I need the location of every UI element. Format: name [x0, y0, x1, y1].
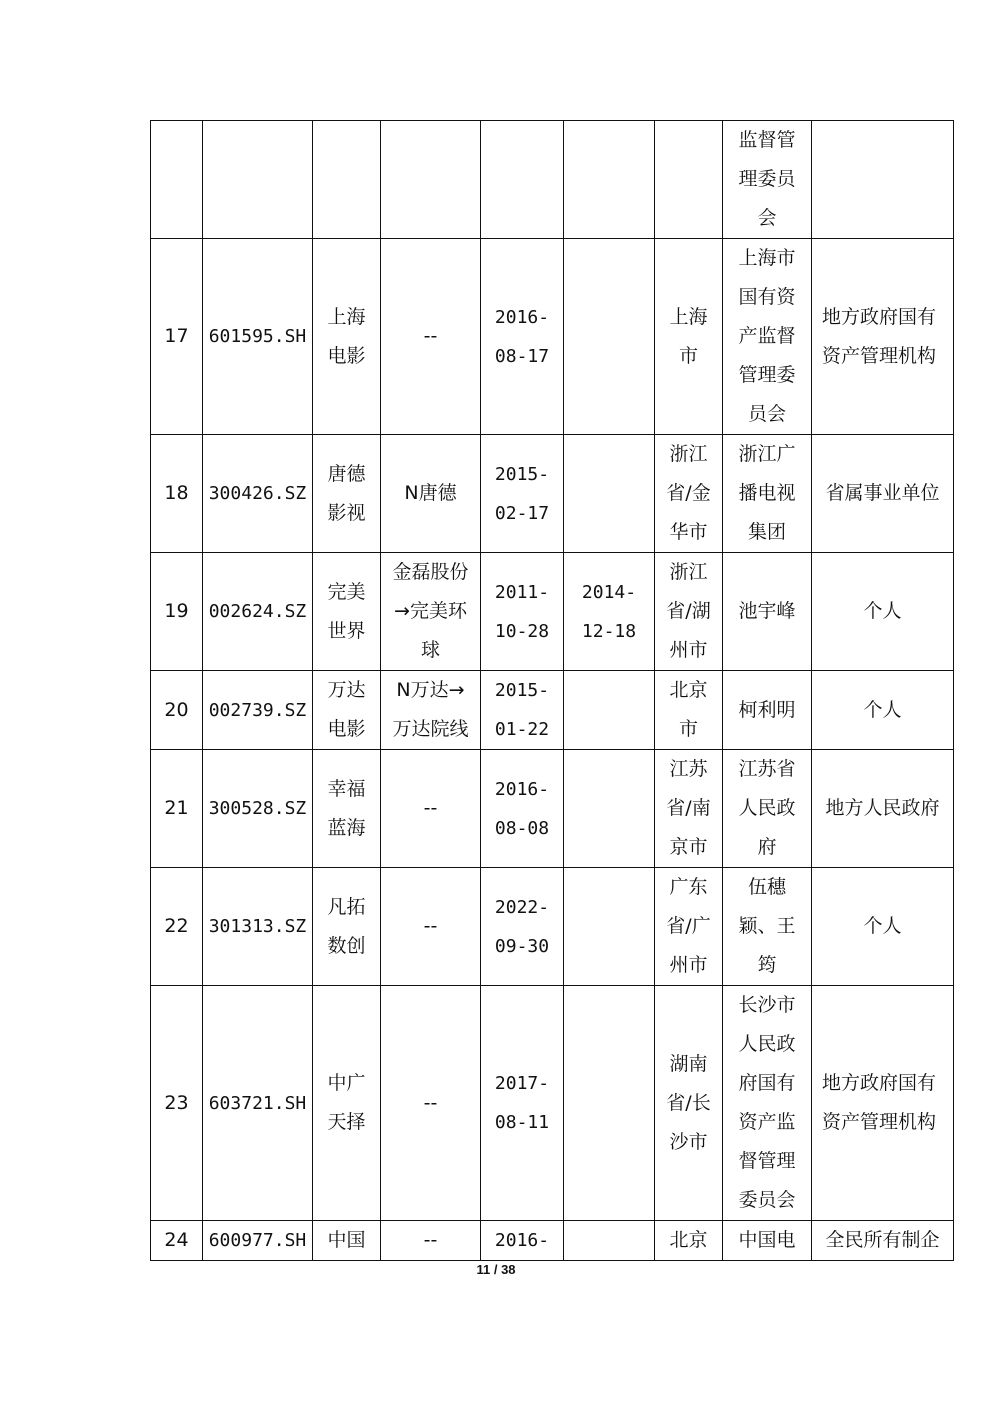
former-name-text: 球 [420, 639, 440, 661]
controller-nature-text: 地方政府国有 [822, 1072, 937, 1094]
stock-code-text: 301313.SZ [208, 916, 307, 937]
row-number-text: 22 [164, 915, 189, 937]
change-date-cell [564, 750, 655, 868]
actual-controller-text: 颖、王 [738, 915, 796, 937]
actual-controller-text: 播电视 [738, 482, 796, 504]
region-text: 沙市 [669, 1130, 708, 1153]
region-cell [655, 121, 723, 239]
company-name-cell [313, 121, 381, 239]
former-name-text: N唐德 [404, 482, 457, 504]
listing-date-cell [481, 1221, 564, 1261]
actual-controller-text: 国有资 [738, 286, 796, 308]
region-text: 上海 [669, 305, 708, 328]
former-name-cell [381, 986, 481, 1221]
region-text: 北京 [669, 1229, 708, 1251]
region-text: 州市 [669, 954, 708, 976]
former-name-cell [381, 121, 481, 239]
region-text: 华市 [669, 521, 708, 543]
listing-date-text: 08-11 [494, 1112, 550, 1133]
former-name-text: -- [423, 797, 438, 819]
listing-date-text: 2022- [494, 896, 550, 918]
actual-controller-text: 人民政 [738, 1033, 796, 1055]
region-text: 浙江 [669, 561, 708, 583]
row-number-text: 20 [164, 698, 189, 721]
region-text: 省/长 [666, 1091, 711, 1114]
company-name-cell [313, 435, 381, 553]
data-table [150, 120, 954, 1261]
actual-controller-text: 池宇峰 [738, 600, 796, 622]
controller-nature-cell [812, 868, 954, 986]
actual-controller-text: 中国电 [738, 1229, 796, 1251]
actual-controller-text: 伍穗 [747, 876, 786, 898]
listing-date-text: 2016- [494, 306, 550, 328]
table-row [151, 121, 954, 239]
actual-controller-text: 集团 [747, 521, 786, 543]
actual-controller-text: 督管理 [738, 1150, 796, 1172]
actual-controller-text: 委员会 [738, 1189, 796, 1211]
company-name-text: 中国 [327, 1229, 366, 1251]
company-name-text: 唐德 [327, 462, 366, 485]
table-row [151, 1221, 954, 1261]
company-name-cell [313, 868, 381, 986]
company-name-text: 世界 [327, 619, 366, 642]
listing-date-text: 10-28 [494, 620, 550, 642]
actual-controller-text: 产监督 [738, 325, 796, 347]
company-name-text: 万达 [327, 679, 366, 701]
company-name-text: 数创 [327, 934, 366, 957]
actual-controller-text: 府 [757, 836, 777, 858]
region-text: 湖南 [669, 1052, 708, 1075]
company-name-cell [313, 986, 381, 1221]
controller-nature-text: 省属事业单位 [825, 482, 940, 504]
former-name-text: 金磊股份 [392, 561, 469, 583]
actual-controller-text: 理委员 [738, 168, 796, 190]
company-name-text: 中广 [327, 1072, 366, 1094]
stock-code-cell [203, 750, 313, 868]
controller-nature-cell [812, 986, 954, 1221]
stock-code-cell [203, 868, 313, 986]
former-name-cell [381, 553, 481, 671]
company-name-text: 蓝海 [327, 816, 366, 839]
controller-nature-text: 资产管理机构 [822, 344, 937, 367]
stock-code-text: 603721.SH [208, 1092, 307, 1114]
actual-controller-text: 上海市 [738, 247, 796, 269]
table-row [151, 239, 954, 435]
table-row [151, 553, 954, 671]
actual-controller-text: 柯利明 [738, 698, 796, 721]
listing-date-cell [481, 239, 564, 435]
actual-controller-text: 府国有 [738, 1072, 796, 1094]
region-cell [655, 553, 723, 671]
stock-code-text: 600977.SH [208, 1230, 307, 1251]
former-name-text: -- [423, 1229, 438, 1251]
table-row [151, 986, 954, 1221]
listing-date-text: 2015- [494, 463, 550, 485]
controller-nature-cell [812, 121, 954, 239]
region-text: 浙江 [669, 443, 708, 465]
row-number-text: 17 [164, 325, 189, 347]
row-number-text: 24 [164, 1229, 189, 1251]
row-number-text: 19 [164, 600, 189, 622]
company-name-cell [313, 750, 381, 868]
company-name-text: 天择 [327, 1111, 366, 1133]
actual-controller-cell [723, 986, 812, 1221]
actual-controller-text: 员会 [747, 403, 786, 425]
region-text: 省/金 [666, 482, 711, 504]
table-row [151, 750, 954, 868]
former-name-cell [381, 868, 481, 986]
former-name-cell [381, 1221, 481, 1261]
table-body [151, 121, 954, 1261]
row-number-cell [151, 553, 203, 671]
change-date-cell [564, 986, 655, 1221]
actual-controller-cell [723, 868, 812, 986]
actual-controller-cell [723, 671, 812, 750]
controller-nature-text: 全民所有制企 [825, 1229, 940, 1251]
listing-date-cell [481, 671, 564, 750]
change-date-cell [564, 435, 655, 553]
page-number [0, 1262, 992, 1277]
stock-code-text: 002624.SZ [208, 601, 307, 622]
listing-date-cell [481, 553, 564, 671]
stock-code-cell [203, 671, 313, 750]
region-text: 省/南 [666, 797, 711, 819]
company-name-cell [313, 553, 381, 671]
region-text: 江苏 [669, 758, 708, 780]
row-number-cell [151, 239, 203, 435]
region-cell [655, 868, 723, 986]
region-cell [655, 435, 723, 553]
region-text: 京市 [669, 836, 708, 858]
page-separator: / [493, 1262, 498, 1277]
row-number-cell [151, 1221, 203, 1261]
region-cell [655, 1221, 723, 1261]
company-name-text: 影视 [327, 501, 366, 524]
company-name-cell [313, 1221, 381, 1261]
row-number-text: 23 [164, 1091, 189, 1114]
table-row [151, 671, 954, 750]
listing-date-cell [481, 868, 564, 986]
company-name-text: 完美 [327, 580, 366, 603]
actual-controller-text: 管理委 [738, 364, 796, 386]
change-date-cell [564, 868, 655, 986]
region-text: 广东 [669, 876, 708, 898]
table-row [151, 435, 954, 553]
row-number-cell [151, 435, 203, 553]
actual-controller-cell [723, 435, 812, 553]
former-name-cell [381, 435, 481, 553]
region-text: 州市 [669, 639, 708, 661]
company-name-text: 电影 [327, 718, 366, 740]
listing-date-cell [481, 986, 564, 1221]
former-name-text: N万达→ [396, 679, 465, 701]
row-number-cell [151, 121, 203, 239]
change-date-cell [564, 239, 655, 435]
actual-controller-text: 会 [757, 207, 777, 229]
former-name-cell [381, 750, 481, 868]
page-total: 38 [501, 1262, 516, 1277]
listing-date-text: 09-30 [494, 935, 550, 957]
region-text: 省/湖 [666, 600, 711, 622]
listing-date-cell [481, 750, 564, 868]
controller-nature-cell [812, 1221, 954, 1261]
actual-controller-cell [723, 1221, 812, 1261]
actual-controller-cell [723, 121, 812, 239]
listing-date-text: 08-08 [494, 817, 550, 839]
change-date-text: 12-18 [581, 620, 637, 642]
page-current: 11 [476, 1262, 491, 1277]
listing-date-text: 2016- [494, 778, 550, 800]
stock-code-text: 601595.SH [208, 326, 307, 347]
stock-code-cell [203, 986, 313, 1221]
change-date-cell [564, 671, 655, 750]
region-text: 省/广 [666, 915, 711, 937]
region-text: 北京 [669, 679, 708, 701]
region-cell [655, 239, 723, 435]
stock-code-cell [203, 1221, 313, 1261]
company-name-text: 凡拓 [327, 895, 366, 918]
company-name-cell [313, 239, 381, 435]
actual-controller-text: 浙江广 [738, 443, 796, 465]
region-cell [655, 671, 723, 750]
former-name-cell [381, 671, 481, 750]
region-text: 市 [678, 344, 698, 367]
actual-controller-text: 监督管 [738, 129, 796, 151]
controller-nature-text: 个人 [863, 600, 902, 622]
controller-nature-cell [812, 435, 954, 553]
controller-nature-cell [812, 239, 954, 435]
row-number-text: 18 [164, 482, 189, 504]
region-cell [655, 986, 723, 1221]
controller-nature-cell [812, 671, 954, 750]
row-number-text: 21 [164, 797, 189, 819]
change-date-cell [564, 121, 655, 239]
company-name-text: 幸福 [327, 777, 366, 800]
former-name-text: 万达院线 [392, 718, 469, 740]
listing-date-text: 02-17 [494, 502, 550, 524]
actual-controller-text: 江苏省 [738, 758, 796, 780]
actual-controller-cell [723, 553, 812, 671]
stock-code-text: 300426.SZ [208, 483, 307, 504]
change-date-cell [564, 1221, 655, 1261]
actual-controller-cell [723, 750, 812, 868]
region-cell [655, 750, 723, 868]
former-name-text: →完美环 [394, 600, 467, 622]
controller-nature-cell [812, 750, 954, 868]
actual-controller-text: 筠 [757, 954, 777, 976]
row-number-cell [151, 671, 203, 750]
stock-code-text: 300528.SZ [208, 798, 307, 819]
region-text: 市 [678, 718, 698, 740]
stock-code-cell [203, 121, 313, 239]
company-name-text: 上海 [327, 305, 366, 328]
company-name-text: 电影 [327, 344, 366, 367]
listing-date-cell [481, 121, 564, 239]
table-row [151, 868, 954, 986]
company-name-cell [313, 671, 381, 750]
listing-date-text: 2011- [494, 581, 550, 603]
listing-date-cell [481, 435, 564, 553]
stock-code-cell [203, 553, 313, 671]
controller-nature-text: 个人 [863, 698, 902, 721]
controller-nature-text: 资产管理机构 [822, 1111, 937, 1133]
former-name-text: -- [423, 325, 438, 347]
actual-controller-text: 长沙市 [738, 994, 796, 1016]
row-number-cell [151, 986, 203, 1221]
listing-date-text: 2016- [494, 1230, 550, 1251]
row-number-cell [151, 868, 203, 986]
controller-nature-text: 地方政府国有 [822, 305, 937, 328]
listing-date-text: 2015- [494, 680, 550, 701]
former-name-cell [381, 239, 481, 435]
stock-code-cell [203, 435, 313, 553]
row-number-cell [151, 750, 203, 868]
change-date-cell [564, 553, 655, 671]
actual-controller-text: 资产监 [738, 1111, 796, 1133]
controller-nature-cell [812, 553, 954, 671]
change-date-text: 2014- [581, 581, 637, 603]
listing-date-text: 01-22 [494, 719, 550, 740]
controller-nature-text: 个人 [863, 915, 902, 937]
former-name-text: -- [423, 915, 438, 937]
stock-code-text: 002739.SZ [208, 699, 307, 721]
former-name-text: -- [423, 1091, 438, 1114]
actual-controller-text: 人民政 [738, 797, 796, 819]
listing-date-text: 2017- [494, 1073, 550, 1094]
controller-nature-text: 地方人民政府 [825, 797, 940, 819]
actual-controller-cell [723, 239, 812, 435]
listing-date-text: 08-17 [494, 345, 550, 367]
stock-code-cell [203, 239, 313, 435]
